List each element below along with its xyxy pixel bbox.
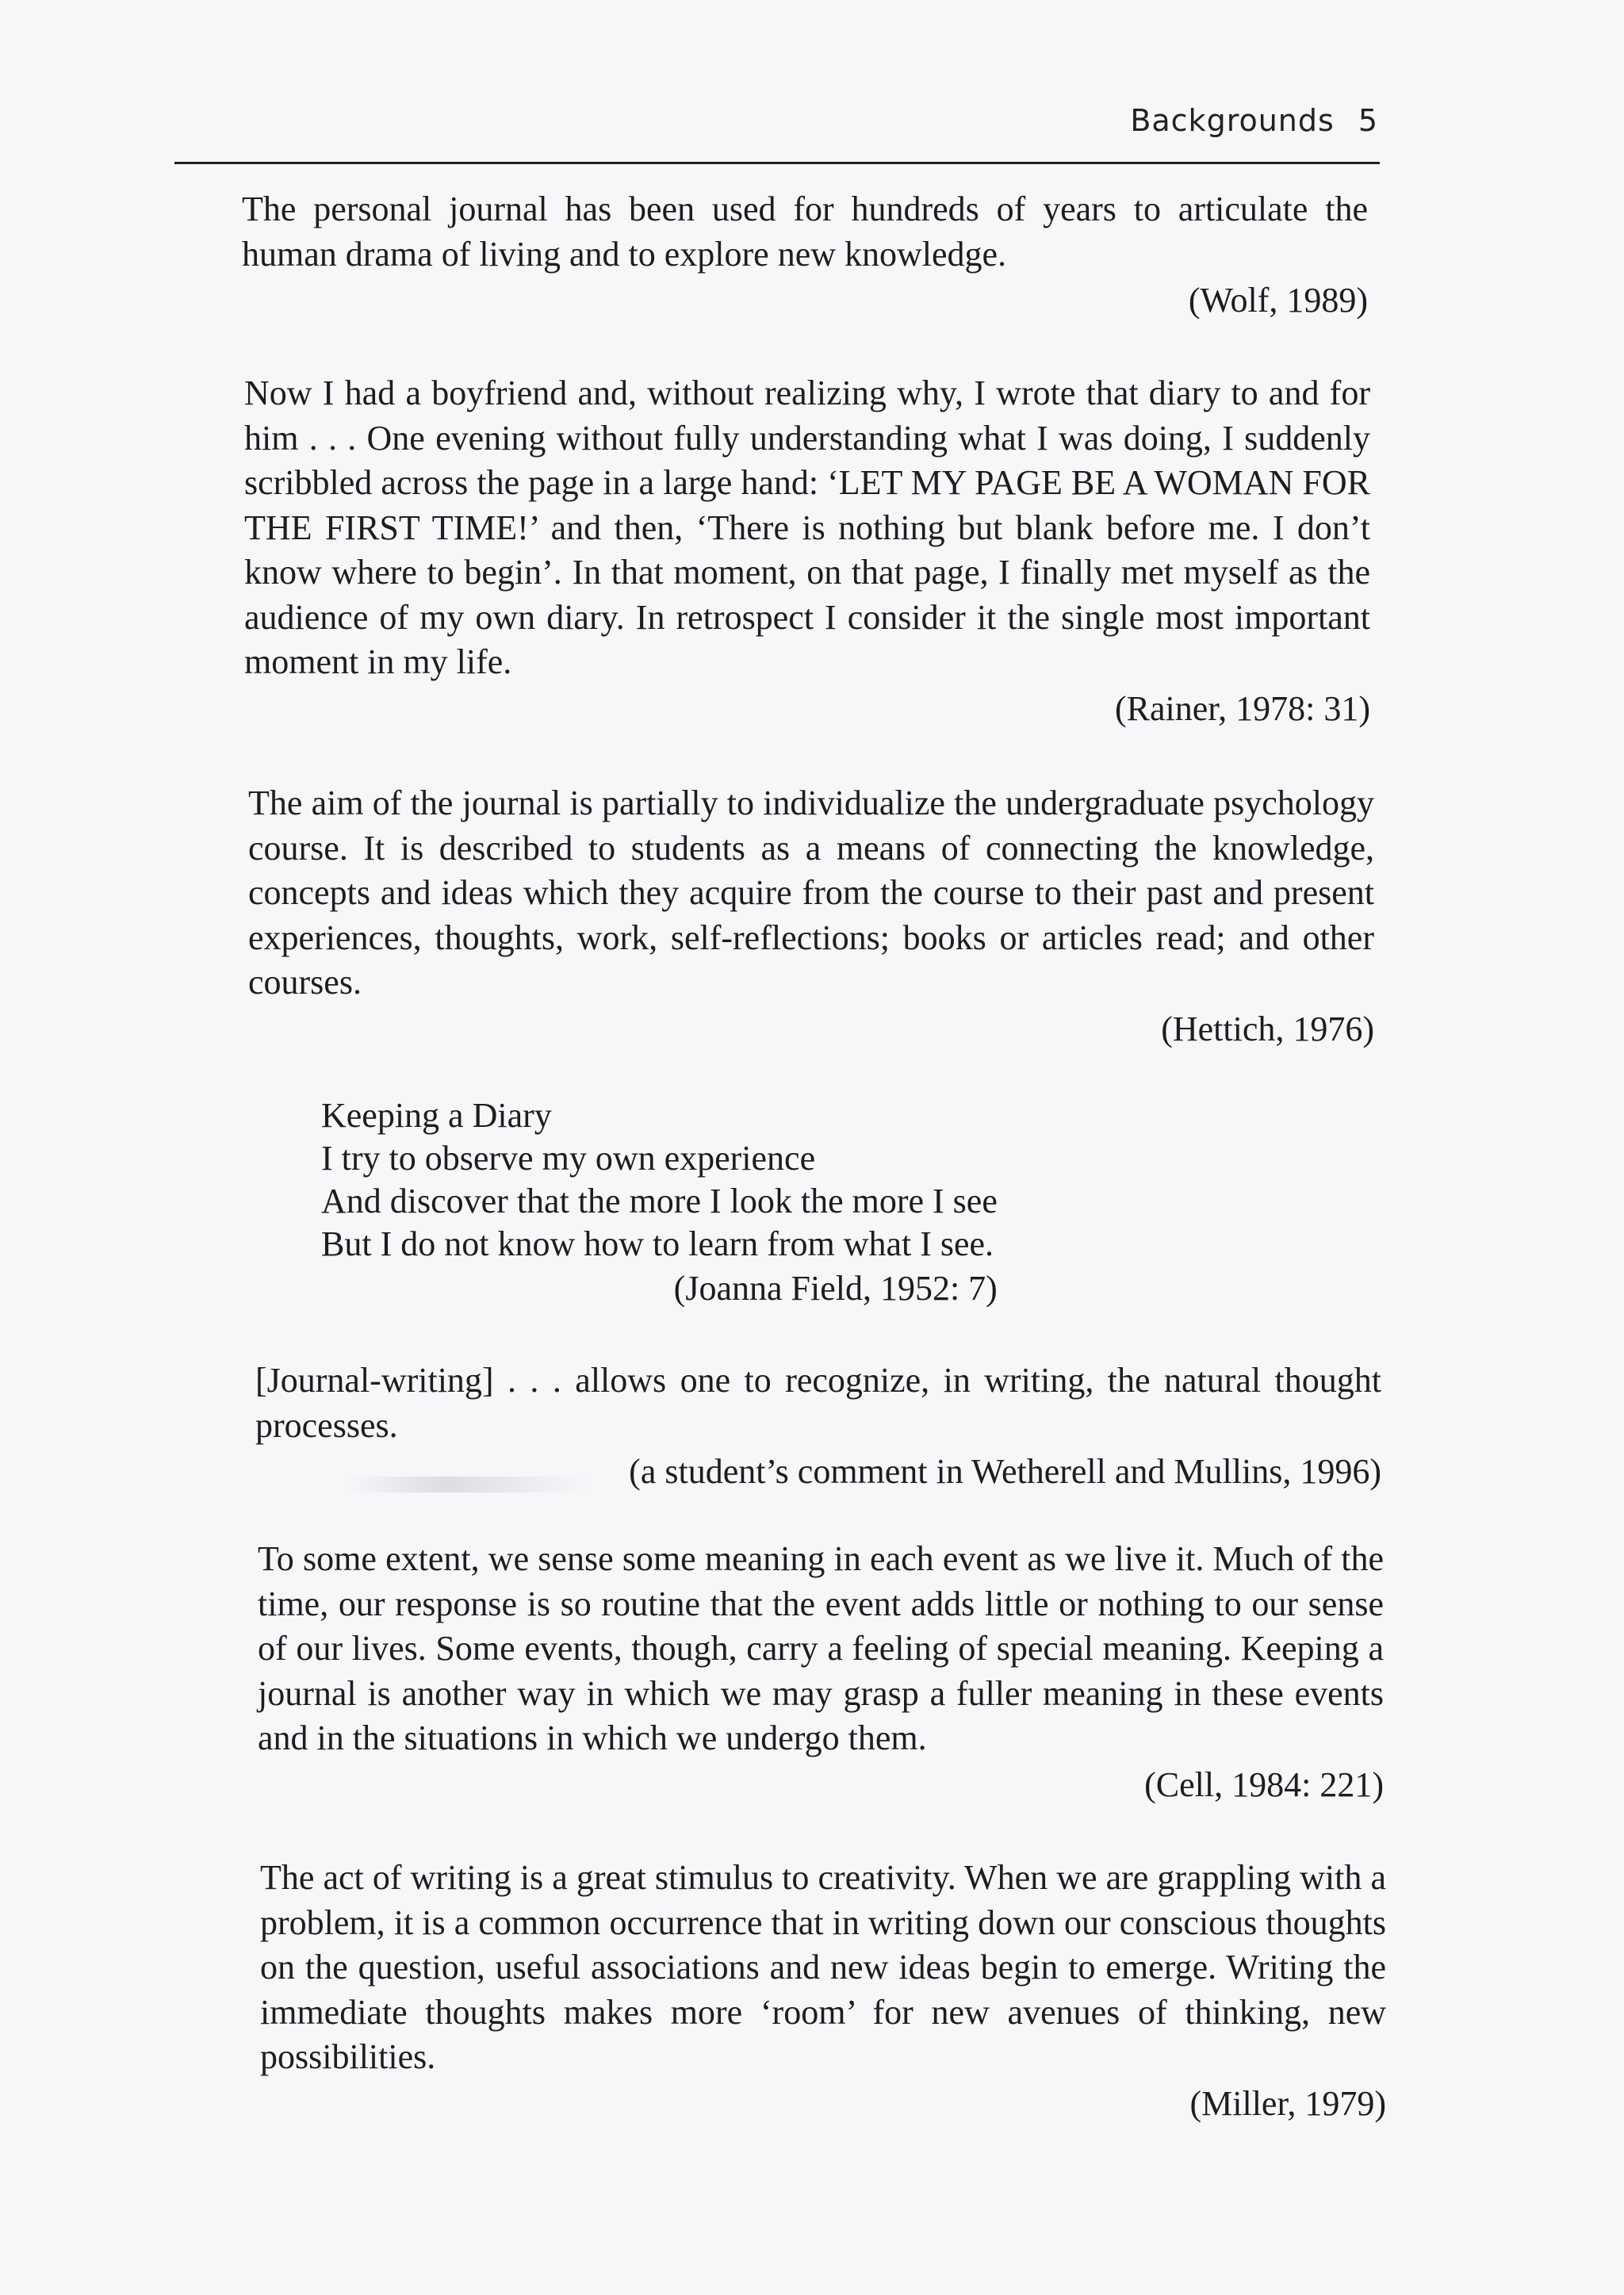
quote-student (255, 1358, 1381, 1495)
section-title: Backgrounds (1130, 103, 1335, 138)
quote-citation: (Miller, 1979) (1189, 2083, 1386, 2123)
quote-wolf (242, 187, 1368, 324)
quote-citation: (a student’s comment in Wetherell and Mullins, 1996) (629, 1452, 1381, 1491)
poem-line: Keeping a Diary (321, 1096, 552, 1135)
quote-citation: (Cell, 1984: 221) (1144, 1764, 1384, 1804)
quote-text: [Journal-writing] . . . allows one to recognize, in writing, the natural thought processes. (255, 1361, 1381, 1445)
poem-line: But I do not know how to learn from what I see. (321, 1224, 994, 1263)
quote-text: Now I had a boyfriend and, without realizing why, I wrote that diary to and for him . . . One evening without fully understanding what I was doing, I suddenly scribbled across the page in a large hand: ‘LET MY PAGE BE A WOMAN FOR THE FIRST TIME!’ and then, ‘There is nothing but blank before me. I don’t know where to begin’. In that moment, on that page, I finally met myself as the audience of my own diary. In retrospect I consider it the single most important moment in my life. (244, 374, 1370, 681)
quote-citation: (Rainer, 1978: 31) (1114, 688, 1370, 728)
header-rule (174, 162, 1380, 164)
quote-text: The personal journal has been used for hundreds of years to articulate the human drama of living and to explore new knowledge. (242, 190, 1368, 274)
page-number: 5 (1358, 103, 1378, 138)
quote-cell (258, 1537, 1384, 1807)
quote-hettich (248, 781, 1374, 1052)
quote-text: The act of writing is a great stimulus to creativity. When we are grappling with a problem, it is a common occurrence that in writing down our conscious thoughts on the question, useful associations and new ideas begin to emerge. Writing the immediate thoughts makes more ‘room’ for new avenues of thinking, new possibilities. (260, 1858, 1386, 2076)
quote-text: To some extent, we sense some meaning in each event as we live it. Much of the time, our response is so routine that the event adds little or nothing to our sense of our lives. Some events, though, carry a feeling of special meaning. Keeping a journal is another way in which we may grasp a fuller meaning in these events and in the situations in which we undergo them. (258, 1539, 1384, 1757)
poem-line: I try to observe my own experience (321, 1139, 816, 1178)
poem-line: And discover that the more I look the more I see (321, 1182, 998, 1220)
running-header (1126, 103, 1378, 138)
quote-rainer (244, 371, 1370, 731)
quote-miller (260, 1856, 1386, 2126)
poem-field (321, 1094, 998, 1310)
quote-citation: (Hettich, 1976) (1161, 1009, 1374, 1048)
quote-citation: (Wolf, 1989) (1188, 281, 1368, 320)
poem-citation: (Joanna Field, 1952: 7) (673, 1269, 998, 1308)
quote-text: The aim of the journal is partially to individualize the undergraduate psychology course. It is described to students as a means of connecting the knowledge, concepts and ideas which they acquire from the course to their past and present experiences, thoughts, work, self-reflections; books or articles read; and other courses. (248, 784, 1374, 1002)
